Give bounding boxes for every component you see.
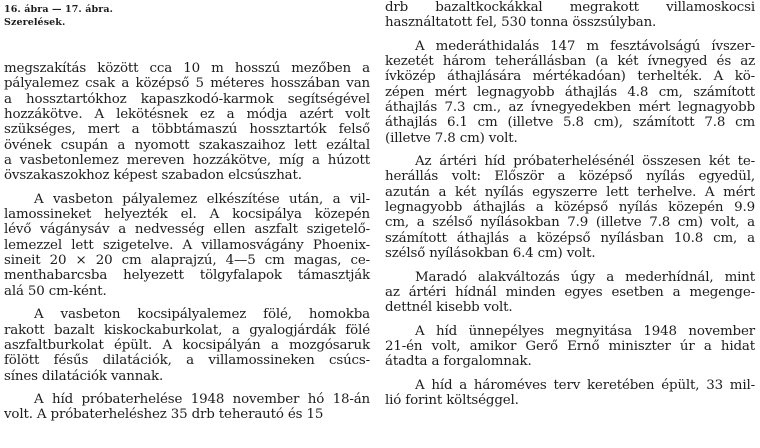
text-line: zépen mért legnagyobb áthajlás 4.8 cm, számított — [385, 84, 755, 100]
text-line: övszakaszokhoz képest szabadon elcsúszhat. — [4, 168, 302, 184]
text-line: szükséges, mert a többtámaszú hossztartók felső — [4, 122, 370, 138]
text-line: számított áthajlás a középső nyílásban 10.8 cm, a — [385, 230, 755, 246]
text-line: övének csupán a nyomott szakaszaihoz lett ezáltal — [4, 137, 370, 153]
text-line: lévő vágánysáv a nedvesség ellen aszfalt szigetelő- — [4, 222, 370, 238]
text-line: a vasbetonlemez mereven hozzákötve, míg a húzott — [4, 153, 370, 169]
text-line: fölött fésűs dilatációk, a villamossineken csúcs- — [4, 353, 370, 369]
text-line: ívközép áthajlására mértékadóan) terhelték. A kö- — [385, 69, 755, 85]
text-line: Maradó alakváltozás úgy a mederhídnál, mint — [415, 269, 755, 285]
text-line: A vasbeton kocsipályalemez fölé, homokba — [34, 307, 370, 323]
left-column-text — [4, 61, 370, 423]
text-line: cm, a szélső nyílásokban 7.9 (illetve 7.8 cm) volt, a — [385, 215, 755, 231]
paragraph-gap — [385, 316, 755, 324]
paragraph — [385, 378, 755, 409]
text-line: áthajlás 6.1 cm (illetve 5.8 cm), számított 7.8 cm — [385, 115, 755, 131]
text-line: megszakítás között cca 10 m hosszú mezőben a — [4, 61, 370, 76]
paragraph — [385, 39, 755, 146]
text-line: áthajlás 7.3 cm., az ívnegyedekben mért legnagyobb — [385, 100, 755, 116]
text-line: sineit 20 × 20 cm alaprajzú, 4—5 cm magas, ce- — [4, 253, 370, 269]
paragraph — [385, 154, 755, 261]
text-line: herállás volt: Először a középső nyílás egyedül, — [385, 169, 755, 185]
paragraph — [4, 192, 370, 299]
figure-caption — [4, 3, 113, 29]
text-line: Az ártéri híd próbaterhelésénél összesen két te- — [415, 154, 755, 170]
text-line: A vasbeton pályalemez elkészítése után, a vil- — [34, 191, 370, 207]
text-line: alá 50 cm-ként. — [4, 283, 107, 299]
text-line: az ártéri hídnál minden egyes esetben a megenge- — [385, 284, 755, 300]
text-line: aszfaltburkolat épült. A kocsipályán a mozgósaruk — [4, 337, 370, 353]
paragraph-gap — [385, 31, 755, 39]
text-line: drb bazaltkockákkal megrakott villamoskocsi — [385, 0, 755, 15]
text-line: A híd ünnepélyes megnyitása 1948 november — [415, 323, 755, 339]
text-line: használtatott fel, 530 tonna összsúlyban. — [385, 15, 657, 31]
text-line: sínes dilatációk vannak. — [4, 368, 164, 384]
text-line: szélső nyílásokban 6.4 cm) volt. — [385, 246, 596, 262]
text-line: a hossztartókhoz kapaszkodó-karmok segítségével — [4, 91, 370, 107]
paragraph — [4, 307, 370, 384]
text-line: dettnél kisebb volt. — [385, 300, 513, 316]
figure-caption-numbers: 16. ábra — 17. ábra. — [4, 4, 114, 15]
text-line: legnagyobb áthajlás a középső nyílás közepén 9.9 — [385, 200, 755, 216]
text-line: A híd próbaterhelése 1948 november hó 18-án — [34, 391, 370, 407]
figure-caption-title: Szerelések. — [4, 17, 66, 28]
paragraph — [4, 61, 370, 184]
text-line: A mederáthidalás 147 m fesztávolságú ívszer- — [415, 38, 755, 54]
text-line: A híd a hároméves terv keretében épült, 33 mil- — [415, 377, 755, 393]
text-line: azután a két nyílás egyszerre lett terhelve. A mért — [385, 184, 755, 200]
right-column-text — [385, 0, 755, 408]
paragraph-gap — [385, 262, 755, 270]
paragraph-gap — [385, 370, 755, 378]
text-line: lió forint költséggel. — [385, 392, 519, 408]
text-line: volt. A próbaterheléshez 35 drb teherautó és 15 — [4, 407, 324, 423]
paragraph — [385, 324, 755, 370]
paragraph-gap — [4, 184, 370, 192]
text-line: átadta a forgalomnak. — [385, 354, 532, 370]
paragraph — [4, 392, 370, 423]
text-line: hozzákötve. A lekötésnek ez a módja azért volt — [4, 107, 370, 123]
paragraph-gap — [4, 299, 370, 307]
text-line: (illetve 7.8 cm) volt. — [385, 130, 518, 146]
text-line: kezetét három teherállásban (a két ívnegyed és az — [385, 54, 755, 70]
paragraph — [385, 0, 755, 31]
text-line: lamossineket helyezték el. A kocsipálya közepén — [4, 207, 370, 223]
paragraph-gap — [4, 384, 370, 392]
text-line: lemezzel lett szigetelve. A villamosvágány Phoenix- — [4, 237, 370, 253]
paragraph-gap — [385, 146, 755, 154]
text-line: 21-én volt, amikor Gerő Ernő miniszter úr a hidat — [385, 338, 755, 354]
text-line: rakott bazalt kiskockaburkolat, a gyalogjárdák fölé — [4, 322, 370, 338]
paragraph — [385, 270, 755, 316]
text-line: pályalemez csak a középső 5 méteres hosszában van — [4, 76, 370, 92]
text-line: menthabarcsba helyezett tölgyfalapok támasztják — [4, 268, 370, 284]
